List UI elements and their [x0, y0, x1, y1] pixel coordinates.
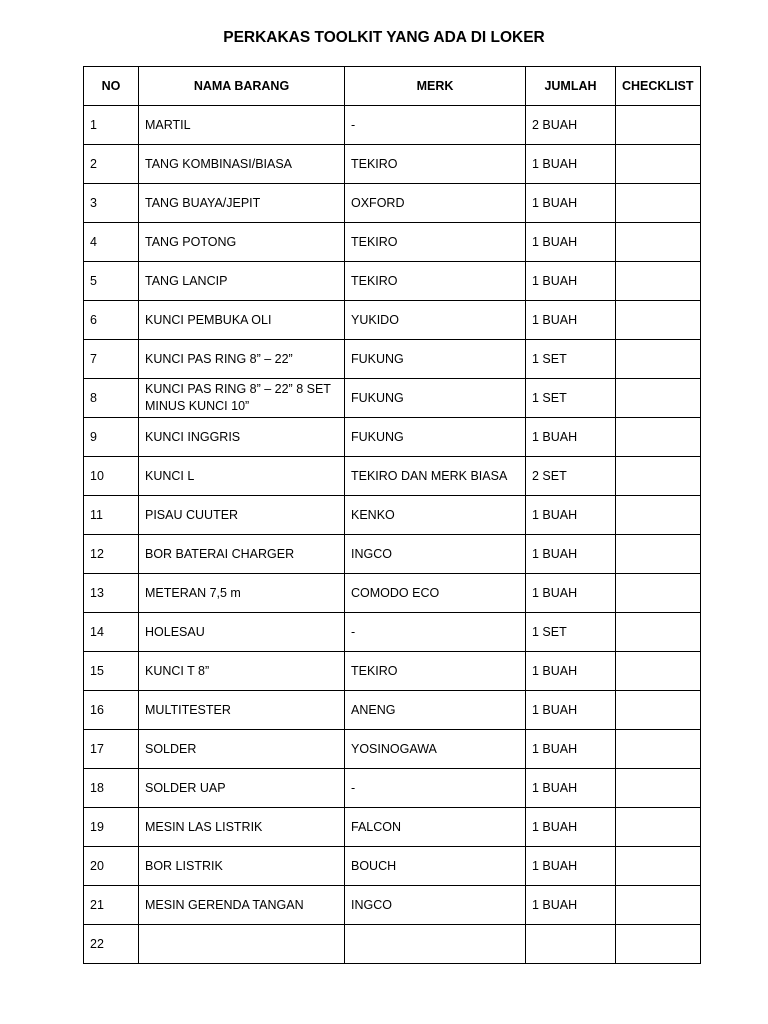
cell-nama-barang: KUNCI PAS RING 8” – 22” 8 SET MINUS KUNCI 10”: [139, 379, 345, 418]
table-row: [84, 457, 701, 496]
cell-no: 2: [84, 145, 139, 184]
cell-jumlah: 1 BUAH: [526, 301, 616, 340]
cell-jumlah: 1 BUAH: [526, 808, 616, 847]
cell-checklist[interactable]: [616, 106, 701, 145]
table-row: [84, 496, 701, 535]
table-body: [84, 106, 701, 964]
cell-checklist[interactable]: [616, 301, 701, 340]
toolkit-table: [83, 66, 701, 964]
cell-nama-barang: MESIN GERENDA TANGAN: [139, 886, 345, 925]
header-no: NO: [84, 67, 139, 106]
cell-checklist[interactable]: [616, 652, 701, 691]
cell-nama-barang: KUNCI PAS RING 8” – 22”: [139, 340, 345, 379]
cell-no: 11: [84, 496, 139, 535]
cell-no: 17: [84, 730, 139, 769]
cell-no: 8: [84, 379, 139, 418]
cell-checklist[interactable]: [616, 613, 701, 652]
cell-merk: YUKIDO: [345, 301, 526, 340]
cell-merk: -: [345, 106, 526, 145]
cell-jumlah: 1 BUAH: [526, 769, 616, 808]
table-row: [84, 418, 701, 457]
cell-jumlah: 1 BUAH: [526, 730, 616, 769]
table-row: [84, 145, 701, 184]
header-merk: MERK: [345, 67, 526, 106]
cell-no: 13: [84, 574, 139, 613]
cell-nama-barang: SOLDER: [139, 730, 345, 769]
table-row: [84, 535, 701, 574]
header-jumlah: JUMLAH: [526, 67, 616, 106]
cell-jumlah: 2 BUAH: [526, 106, 616, 145]
cell-no: 5: [84, 262, 139, 301]
cell-no: 22: [84, 925, 139, 964]
cell-merk: FALCON: [345, 808, 526, 847]
cell-no: 3: [84, 184, 139, 223]
cell-jumlah: 1 BUAH: [526, 262, 616, 301]
cell-checklist[interactable]: [616, 223, 701, 262]
cell-merk: TEKIRO: [345, 223, 526, 262]
cell-merk: INGCO: [345, 535, 526, 574]
table-header-row: [84, 67, 701, 106]
cell-no: 15: [84, 652, 139, 691]
cell-merk: FUKUNG: [345, 418, 526, 457]
cell-jumlah: 1 SET: [526, 340, 616, 379]
cell-jumlah: 1 SET: [526, 379, 616, 418]
cell-checklist[interactable]: [616, 145, 701, 184]
table-row: [84, 106, 701, 145]
cell-nama-barang: SOLDER UAP: [139, 769, 345, 808]
cell-merk: COMODO ECO: [345, 574, 526, 613]
cell-jumlah: 1 BUAH: [526, 145, 616, 184]
table-row: [84, 691, 701, 730]
cell-merk: TEKIRO DAN MERK BIASA: [345, 457, 526, 496]
table-row: [84, 769, 701, 808]
cell-no: 16: [84, 691, 139, 730]
cell-nama-barang: TANG POTONG: [139, 223, 345, 262]
cell-merk: TEKIRO: [345, 145, 526, 184]
cell-merk: OXFORD: [345, 184, 526, 223]
cell-jumlah: 1 BUAH: [526, 847, 616, 886]
cell-no: 10: [84, 457, 139, 496]
cell-merk: -: [345, 613, 526, 652]
page-title: PERKAKAS TOOLKIT YANG ADA DI LOKER: [223, 29, 545, 46]
cell-checklist[interactable]: [616, 730, 701, 769]
cell-nama-barang: MESIN LAS LISTRIK: [139, 808, 345, 847]
table-row: [84, 184, 701, 223]
cell-no: 4: [84, 223, 139, 262]
cell-jumlah: 1 SET: [526, 613, 616, 652]
cell-nama-barang: PISAU CUUTER: [139, 496, 345, 535]
table-row: [84, 847, 701, 886]
cell-checklist[interactable]: [616, 691, 701, 730]
cell-no: 12: [84, 535, 139, 574]
cell-jumlah: 2 SET: [526, 457, 616, 496]
table-row: [84, 223, 701, 262]
cell-checklist[interactable]: [616, 496, 701, 535]
cell-merk: ANENG: [345, 691, 526, 730]
table-row: [84, 301, 701, 340]
cell-nama-barang: KUNCI INGGRIS: [139, 418, 345, 457]
cell-jumlah: 1 BUAH: [526, 886, 616, 925]
cell-jumlah: [526, 925, 616, 964]
table-row: [84, 574, 701, 613]
cell-merk: FUKUNG: [345, 379, 526, 418]
cell-no: 18: [84, 769, 139, 808]
cell-nama-barang: HOLESAU: [139, 613, 345, 652]
cell-checklist[interactable]: [616, 262, 701, 301]
cell-nama-barang: TANG KOMBINASI/BIASA: [139, 145, 345, 184]
table-row: [84, 613, 701, 652]
cell-merk: FUKUNG: [345, 340, 526, 379]
cell-merk: YOSINOGAWA: [345, 730, 526, 769]
cell-jumlah: 1 BUAH: [526, 184, 616, 223]
cell-no: 7: [84, 340, 139, 379]
cell-nama-barang: METERAN 7,5 m: [139, 574, 345, 613]
cell-no: 14: [84, 613, 139, 652]
table-row: [84, 808, 701, 847]
cell-nama-barang: [139, 925, 345, 964]
cell-checklist[interactable]: [616, 457, 701, 496]
table-row: [84, 652, 701, 691]
cell-jumlah: 1 BUAH: [526, 223, 616, 262]
cell-checklist[interactable]: [616, 379, 701, 418]
cell-checklist[interactable]: [616, 925, 701, 964]
header-nama-barang: NAMA BARANG: [139, 67, 345, 106]
table-row: [84, 925, 701, 964]
cell-jumlah: 1 BUAH: [526, 574, 616, 613]
cell-jumlah: 1 BUAH: [526, 652, 616, 691]
cell-checklist[interactable]: [616, 418, 701, 457]
cell-checklist[interactable]: [616, 340, 701, 379]
cell-no: 20: [84, 847, 139, 886]
cell-nama-barang: BOR LISTRIK: [139, 847, 345, 886]
cell-nama-barang: KUNCI PEMBUKA OLI: [139, 301, 345, 340]
cell-checklist[interactable]: [616, 808, 701, 847]
cell-merk: INGCO: [345, 886, 526, 925]
cell-checklist[interactable]: [616, 574, 701, 613]
cell-jumlah: 1 BUAH: [526, 691, 616, 730]
cell-checklist[interactable]: [616, 847, 701, 886]
cell-nama-barang: MULTITESTER: [139, 691, 345, 730]
cell-nama-barang: BOR BATERAI CHARGER: [139, 535, 345, 574]
cell-no: 6: [84, 301, 139, 340]
cell-nama-barang: MARTIL: [139, 106, 345, 145]
table-row: [84, 340, 701, 379]
cell-checklist[interactable]: [616, 886, 701, 925]
table-row: [84, 379, 701, 418]
cell-merk: [345, 925, 526, 964]
table-row: [84, 262, 701, 301]
cell-checklist[interactable]: [616, 535, 701, 574]
cell-jumlah: 1 BUAH: [526, 535, 616, 574]
cell-merk: TEKIRO: [345, 652, 526, 691]
cell-nama-barang: KUNCI T 8”: [139, 652, 345, 691]
cell-nama-barang: TANG BUAYA/JEPIT: [139, 184, 345, 223]
cell-checklist[interactable]: [616, 769, 701, 808]
cell-merk: -: [345, 769, 526, 808]
header-checklist: CHECKLIST: [616, 67, 701, 106]
cell-jumlah: 1 BUAH: [526, 418, 616, 457]
table-row: [84, 886, 701, 925]
cell-merk: KENKO: [345, 496, 526, 535]
cell-no: 1: [84, 106, 139, 145]
cell-nama-barang: TANG LANCIP: [139, 262, 345, 301]
cell-no: 19: [84, 808, 139, 847]
table-row: [84, 730, 701, 769]
cell-nama-barang: KUNCI L: [139, 457, 345, 496]
cell-no: 21: [84, 886, 139, 925]
cell-no: 9: [84, 418, 139, 457]
cell-checklist[interactable]: [616, 184, 701, 223]
cell-merk: BOUCH: [345, 847, 526, 886]
cell-jumlah: 1 BUAH: [526, 496, 616, 535]
cell-merk: TEKIRO: [345, 262, 526, 301]
